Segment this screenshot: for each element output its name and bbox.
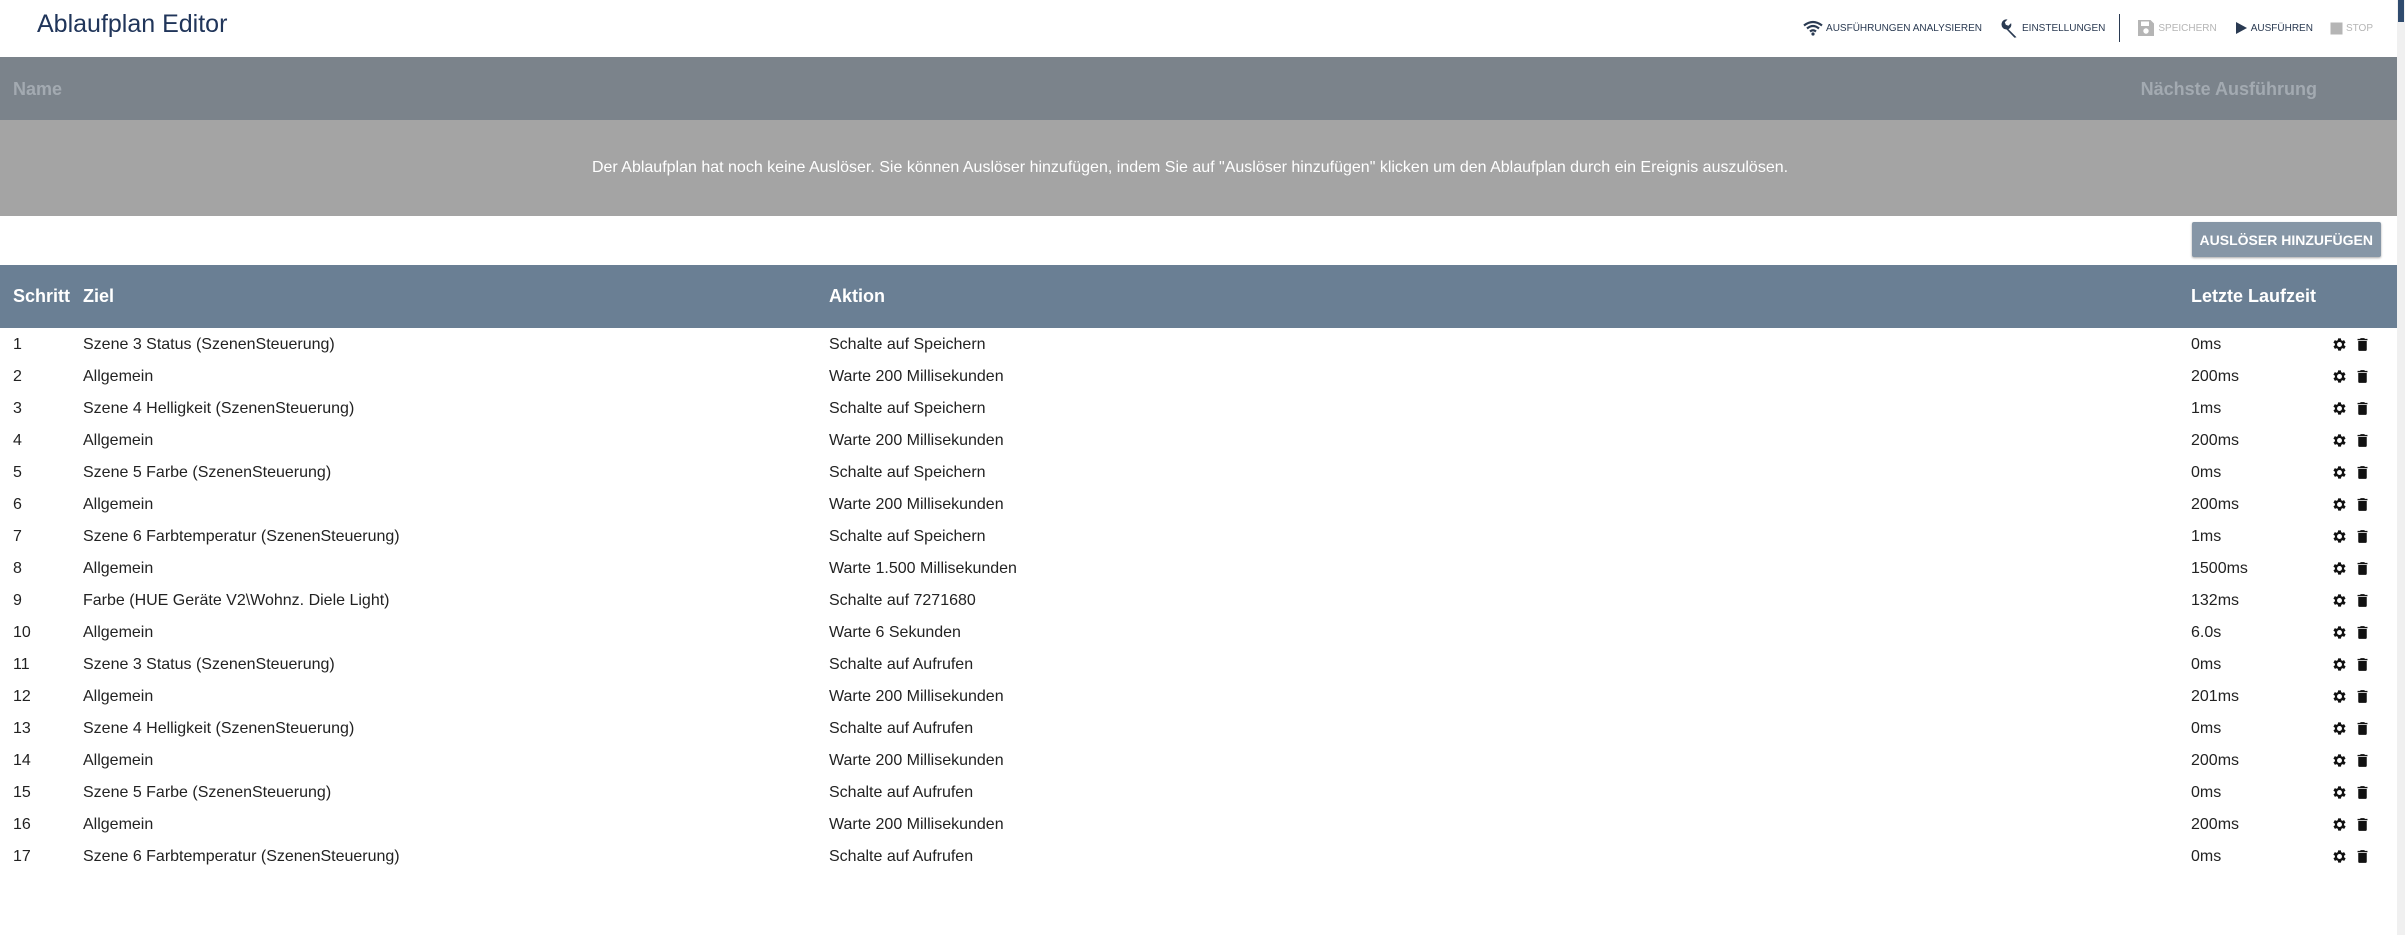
run-button[interactable]: [2234, 21, 2313, 35]
table-row[interactable]: [0, 361, 2397, 393]
trash-icon[interactable]: [2354, 592, 2371, 609]
steps-column-action[interactable]: Aktion: [829, 286, 885, 306]
row-actions: [2331, 368, 2377, 385]
trash-icon[interactable]: [2354, 528, 2371, 545]
step-last-runtime: 200ms: [2191, 496, 2240, 513]
trash-icon[interactable]: [2354, 816, 2371, 833]
stop-button[interactable]: [2330, 22, 2373, 35]
step-target: Allgemein: [83, 688, 154, 705]
table-row[interactable]: [0, 393, 2397, 425]
step-target: Szene 5 Farbe (SzenenSteuerung): [83, 464, 332, 481]
table-row[interactable]: [0, 777, 2397, 809]
step-number: 11: [13, 656, 30, 673]
table-row[interactable]: [0, 649, 2397, 681]
step-last-runtime: 0ms: [2191, 336, 2222, 353]
trash-icon[interactable]: [2354, 784, 2371, 801]
trash-icon[interactable]: [2354, 336, 2371, 353]
gear-icon[interactable]: [2331, 432, 2348, 449]
gear-icon[interactable]: [2331, 848, 2348, 865]
trash-icon[interactable]: [2354, 848, 2371, 865]
gear-icon[interactable]: [2331, 752, 2348, 769]
step-action: Warte 6 Sekunden: [829, 624, 961, 641]
step-target: Szene 4 Helligkeit (SzenenSteuerung): [83, 720, 355, 737]
step-action: Schalte auf Speichern: [829, 528, 986, 545]
step-number: 4: [13, 432, 22, 449]
steps-column-target[interactable]: Ziel: [83, 286, 115, 306]
add-trigger-button[interactable]: AUSLÖSER HINZUFÜGEN: [2192, 222, 2381, 257]
step-number: 13: [13, 720, 31, 737]
step-number: 16: [13, 816, 31, 833]
step-action: Schalte auf 7271680: [829, 592, 976, 609]
step-target: Farbe (HUE Geräte V2\Wohnz. Diele Light): [83, 592, 390, 609]
table-row[interactable]: [0, 585, 2397, 617]
row-actions: [2331, 752, 2377, 769]
trash-icon[interactable]: [2354, 432, 2371, 449]
trash-icon[interactable]: [2354, 656, 2371, 673]
gear-icon[interactable]: [2331, 464, 2348, 481]
step-last-runtime: 0ms: [2191, 656, 2222, 673]
step-action: Warte 200 Millisekunden: [829, 432, 1004, 449]
wifi-analyze-icon: [1803, 20, 1823, 36]
step-action: Schalte auf Aufrufen: [829, 720, 974, 737]
step-number: 5: [13, 464, 22, 481]
table-row[interactable]: [0, 617, 2397, 649]
gear-icon[interactable]: [2331, 656, 2348, 673]
table-row[interactable]: [0, 457, 2397, 489]
gear-icon[interactable]: [2331, 784, 2348, 801]
steps-table-header: [0, 265, 2397, 328]
step-action: Warte 200 Millisekunden: [829, 496, 1004, 513]
step-last-runtime: 1ms: [2191, 528, 2222, 545]
table-row[interactable]: [0, 521, 2397, 553]
step-target: Allgemein: [83, 816, 154, 833]
step-number: 10: [13, 624, 31, 641]
gear-icon[interactable]: [2331, 368, 2348, 385]
triggers-column-name[interactable]: Name: [13, 79, 63, 99]
trash-icon[interactable]: [2354, 400, 2371, 417]
step-number: 1: [13, 336, 22, 353]
step-action: Warte 200 Millisekunden: [829, 368, 1004, 385]
triggers-empty-state: [0, 120, 2397, 216]
page-title: Ablaufplan Editor: [37, 10, 228, 38]
gear-icon[interactable]: [2331, 624, 2348, 641]
step-last-runtime: 0ms: [2191, 784, 2222, 801]
step-last-runtime: 132ms: [2191, 592, 2240, 609]
step-action: Schalte auf Speichern: [829, 336, 986, 353]
play-icon: [2234, 21, 2248, 35]
table-row[interactable]: [0, 489, 2397, 521]
trash-icon[interactable]: [2354, 368, 2371, 385]
save-button[interactable]: [2137, 19, 2216, 37]
trash-icon[interactable]: [2354, 560, 2371, 577]
step-action: Warte 200 Millisekunden: [829, 688, 1004, 705]
step-last-runtime: 0ms: [2191, 848, 2222, 865]
settings-label: EINSTELLUNGEN: [2022, 22, 2106, 34]
step-last-runtime: 201ms: [2191, 688, 2240, 705]
step-action: Schalte auf Speichern: [829, 464, 986, 481]
triggers-column-next-run[interactable]: Nächste Ausführung: [2140, 79, 2317, 99]
gear-icon[interactable]: [2331, 528, 2348, 545]
trash-icon[interactable]: [2354, 752, 2371, 769]
steps-column-step[interactable]: Schritt: [13, 286, 71, 306]
gear-icon[interactable]: [2331, 688, 2348, 705]
step-target: Szene 6 Farbtemperatur (SzenenSteuerung): [83, 848, 400, 865]
step-last-runtime: 200ms: [2191, 816, 2240, 833]
row-actions: [2331, 624, 2377, 641]
step-action: Schalte auf Aufrufen: [829, 784, 974, 801]
step-target: Allgemein: [83, 496, 154, 513]
row-actions: [2331, 432, 2377, 449]
trash-icon[interactable]: [2354, 464, 2371, 481]
step-number: 14: [13, 752, 31, 769]
row-actions: [2331, 560, 2377, 577]
trash-icon[interactable]: [2354, 496, 2371, 513]
analyze-executions-button[interactable]: [1803, 20, 1982, 36]
step-last-runtime: 0ms: [2191, 720, 2222, 737]
gear-icon[interactable]: [2331, 720, 2348, 737]
step-number: 6: [13, 496, 22, 513]
step-target: Szene 6 Farbtemperatur (SzenenSteuerung): [83, 528, 400, 545]
row-actions: [2331, 528, 2377, 545]
trash-icon[interactable]: [2354, 624, 2371, 641]
step-last-runtime: 200ms: [2191, 752, 2240, 769]
trash-icon[interactable]: [2354, 720, 2371, 737]
floppy-disk-icon: [2137, 19, 2155, 37]
step-last-runtime: 200ms: [2191, 432, 2240, 449]
toolbar: [1786, 14, 2373, 42]
row-actions: [2331, 688, 2377, 705]
steps-column-last-runtime[interactable]: Letzte Laufzeit: [2191, 286, 2317, 306]
table-row[interactable]: [0, 713, 2397, 745]
gear-icon[interactable]: [2331, 496, 2348, 513]
step-target: Allgemein: [83, 432, 154, 449]
step-action: Warte 200 Millisekunden: [829, 752, 1004, 769]
step-number: 8: [13, 560, 22, 577]
row-actions: [2331, 496, 2377, 513]
row-actions: [2331, 816, 2377, 833]
table-row[interactable]: [0, 553, 2397, 585]
step-action: Schalte auf Speichern: [829, 400, 986, 417]
step-action: Warte 200 Millisekunden: [829, 816, 1004, 833]
step-target: Szene 3 Status (SzenenSteuerung): [83, 656, 335, 673]
step-action: Schalte auf Aufrufen: [829, 656, 974, 673]
step-number: 15: [13, 784, 31, 801]
step-last-runtime: 1500ms: [2191, 560, 2248, 577]
step-last-runtime: 200ms: [2191, 368, 2240, 385]
triggers-empty-message: Der Ablaufplan hat noch keine Auslöser. Sie können Auslöser hinzufügen, indem Sie auf "Auslöser hinzufügen" klicken um den Ablaufplan durch ein Ereignis auszulösen.: [591, 159, 1789, 176]
table-row[interactable]: [0, 329, 2397, 361]
step-last-runtime: 6.0s: [2191, 624, 2222, 641]
gear-icon[interactable]: [2331, 592, 2348, 609]
step-number: 7: [13, 528, 22, 545]
table-row[interactable]: [0, 681, 2397, 713]
row-actions: [2331, 400, 2377, 417]
run-label: AUSFÜHREN: [2250, 22, 2313, 34]
step-number: 3: [13, 400, 22, 417]
row-actions: [2331, 336, 2377, 353]
steps-table-body: [0, 329, 2397, 873]
step-number: 2: [13, 368, 22, 385]
row-actions: [2331, 720, 2377, 737]
gear-icon[interactable]: [2331, 400, 2348, 417]
scrollbar-thumb[interactable]: [2398, 0, 2404, 22]
trash-icon[interactable]: [2354, 688, 2371, 705]
step-number: 9: [13, 592, 22, 609]
stop-icon: [2330, 22, 2343, 35]
step-action: Warte 1.500 Millisekunden: [829, 560, 1017, 577]
vertical-scrollbar[interactable]: [2397, 0, 2405, 935]
step-target: Allgemein: [83, 560, 154, 577]
row-actions: [2331, 592, 2377, 609]
gear-icon[interactable]: [2331, 336, 2348, 353]
settings-button[interactable]: [1999, 18, 2105, 38]
toolbar-divider: [2119, 14, 2120, 42]
step-target: Allgemein: [83, 624, 154, 641]
step-last-runtime: 1ms: [2191, 400, 2222, 417]
step-number: 12: [13, 688, 31, 705]
step-target: Szene 3 Status (SzenenSteuerung): [83, 336, 335, 353]
table-row[interactable]: [0, 425, 2397, 457]
step-target: Szene 4 Helligkeit (SzenenSteuerung): [83, 400, 355, 417]
row-actions: [2331, 464, 2377, 481]
table-row[interactable]: [0, 841, 2397, 873]
step-target: Allgemein: [83, 752, 154, 769]
save-label: SPEICHERN: [2158, 22, 2217, 34]
step-target: Allgemein: [83, 368, 154, 385]
step-action: Schalte auf Aufrufen: [829, 848, 974, 865]
triggers-table-header: [0, 57, 2397, 120]
editor-header: [0, 0, 2397, 56]
step-target: Szene 5 Farbe (SzenenSteuerung): [83, 784, 332, 801]
gear-icon[interactable]: [2331, 816, 2348, 833]
analyze-executions-label: AUSFÜHRUNGEN ANALYSIEREN: [1826, 22, 1982, 34]
stop-label: STOP: [2345, 22, 2373, 34]
row-actions: [2331, 784, 2377, 801]
wrench-icon: [1999, 18, 2019, 38]
row-actions: [2331, 848, 2377, 865]
table-row[interactable]: [0, 745, 2397, 777]
row-actions: [2331, 656, 2377, 673]
step-last-runtime: 0ms: [2191, 464, 2222, 481]
table-row[interactable]: [0, 809, 2397, 841]
step-number: 17: [13, 848, 31, 865]
gear-icon[interactable]: [2331, 560, 2348, 577]
